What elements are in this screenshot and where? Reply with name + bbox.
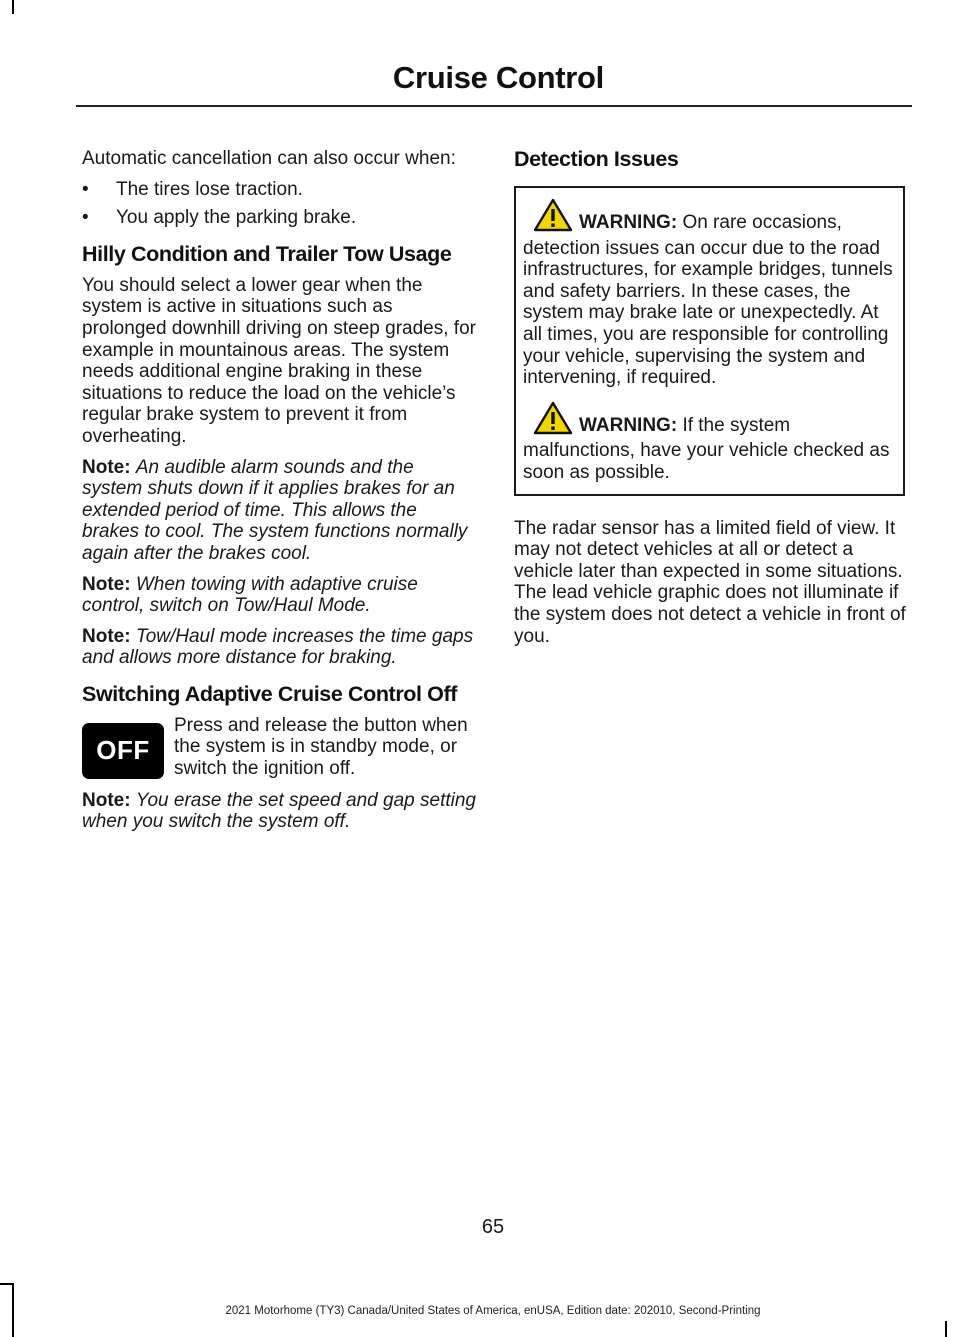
intro-paragraph: Automatic cancellation can also occur when: bbox=[82, 148, 456, 169]
header-rule bbox=[76, 105, 912, 107]
note-label: Note: bbox=[82, 573, 131, 595]
note-text: An audible alarm sounds and the system shuts down if it applies brakes for an extended period of time. This allows the brakes to cool. The system functions normally again after the brakes cool. bbox=[82, 456, 468, 564]
cancellation-bullet-list bbox=[82, 179, 477, 229]
crop-mark-top-left bbox=[12, 0, 14, 14]
note-alarm bbox=[82, 457, 477, 565]
hilly-paragraph: You should select a lower gear when the system is active in situations such as prolonged downhill driving on steep grades, for example in mountainous areas. The system needs additional engine braking in these situations to reduce the load on the vehicle’s regular brake system to prevent it from overheating. bbox=[82, 274, 476, 447]
footer-edition-info: 2021 Motorhome (TY3) Canada/United States of America, enUSA, Edition date: 202010, Second-Printing bbox=[225, 1305, 761, 1317]
off-instruction bbox=[82, 715, 477, 780]
list-item: • You apply the parking brake. bbox=[82, 207, 477, 229]
crop-mark-bottom-left-h bbox=[0, 1283, 14, 1285]
note-tow-haul bbox=[82, 626, 477, 669]
warning-triangle-icon bbox=[533, 401, 573, 441]
list-item: • The tires lose traction. bbox=[82, 179, 477, 201]
note-text: You erase the set speed and gap setting when you switch the system off. bbox=[82, 789, 476, 833]
warning-label: WARNING: bbox=[579, 212, 678, 233]
heading-detection-issues: Detection Issues bbox=[514, 147, 679, 171]
note-erase-speed bbox=[82, 790, 477, 833]
heading-switching-off: Switching Adaptive Cruise Control Off bbox=[82, 681, 458, 706]
note-text: Tow/Haul mode increases the time gaps and allows more distance for braking. bbox=[82, 625, 474, 669]
warning-triangle-icon bbox=[533, 198, 573, 238]
warning-text: On rare occasions, detection issues can occur due to the road infrastructures, for example bridges, tunnels and safety barriers. In these cases, the system may brake late or unexpectedly. At all times, you are responsible for controlling your vehicle, supervising the system and intervening, if required. bbox=[523, 212, 893, 389]
note-label: Note: bbox=[82, 789, 131, 811]
warning-detection bbox=[523, 198, 896, 389]
warning-label: WARNING: bbox=[579, 414, 678, 436]
note-label: Note: bbox=[82, 625, 131, 647]
off-button-icon: OFF bbox=[82, 723, 164, 779]
left-column bbox=[82, 148, 477, 842]
page-number: 65 bbox=[481, 1216, 505, 1238]
note-text: When towing with adaptive cruise control, switch on Tow/Haul Mode. bbox=[82, 573, 418, 617]
page-header-title: Cruise Control bbox=[392, 60, 604, 95]
heading-hilly-condition: Hilly Condition and Trailer Tow Usage bbox=[82, 241, 452, 266]
note-towing bbox=[82, 574, 477, 617]
right-column bbox=[514, 146, 906, 656]
radar-paragraph: The radar sensor has a limited field of view. It may not detect vehicles at all or detect a vehicle later than expected in some situations. The lead vehicle graphic does not illuminate if the system does not detect a vehicle in front of you. bbox=[514, 517, 906, 647]
note-label: Note: bbox=[82, 456, 131, 478]
off-instruction-text: Press and release the button when the system is in standby mode, or switch the ignition off. bbox=[174, 714, 468, 780]
warning-box bbox=[514, 186, 905, 496]
warning-malfunction bbox=[523, 401, 896, 484]
crop-mark-bottom-right bbox=[945, 1321, 947, 1337]
warning-text: If the system malfunctions, have your vehicle checked as soon as possible. bbox=[523, 414, 890, 483]
